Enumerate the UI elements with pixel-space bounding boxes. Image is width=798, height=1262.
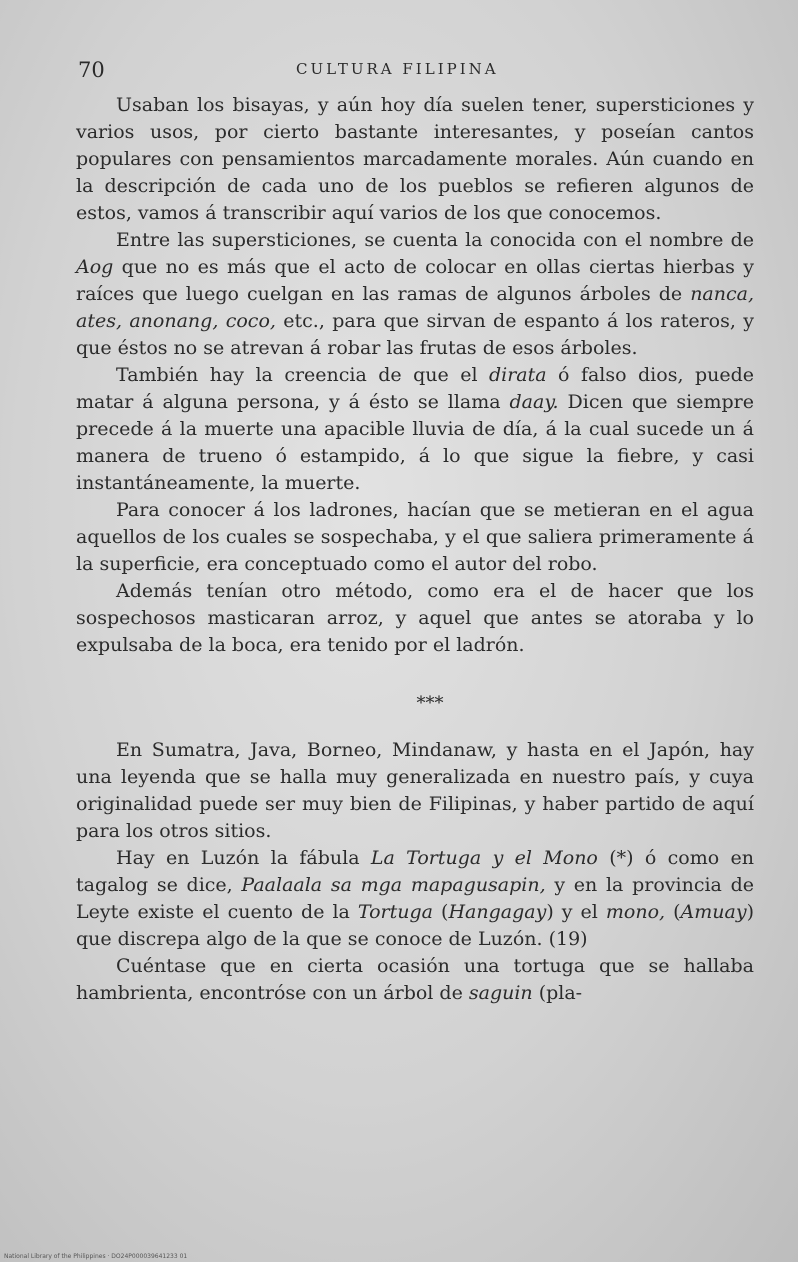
text-run: (*) ó como en tagalog se dice, xyxy=(76,847,754,896)
text-run: Hay en Luzón la fábula xyxy=(116,847,371,869)
text-run: Usaban los bisayas, y aún hoy día suelen tener, supersticiones y varios usos, por cierto bastante interesantes, y poseían cantos populares con pensamientos marcadamente morales. Aún cuando en la descripción de cada uno de los pueblos se refieren algunos de estos, vamos á transcribir aquí varios de los que conocemos. xyxy=(76,94,754,224)
page-number: 70 xyxy=(78,58,105,82)
italic-term: daay. xyxy=(509,391,559,413)
italic-term: mono, xyxy=(605,901,666,923)
paragraph-group-2 xyxy=(76,737,754,1007)
paragraph xyxy=(76,92,754,227)
paragraph xyxy=(76,737,754,845)
italic-term: Amuay xyxy=(680,901,747,923)
italic-term: saguin xyxy=(468,982,533,1004)
paragraph xyxy=(76,578,754,659)
text-run: Además tenían otro método, como era el de hacer que los sospechosos masticaran arroz, y aquel que antes se atoraba y lo expulsaba de la boca, era tenido por el ladrón. xyxy=(76,580,754,656)
text-run: En Sumatra, Java, Borneo, Mindanaw, y hasta en el Japón, hay una leyenda que se halla muy generalizada en nuestro país, y cuya originalidad puede ser muy bien de Filipinas, y haber partido de aquí para los otros sitios. xyxy=(76,739,754,842)
text-run: ó falso dios, puede matar á alguna persona, y á ésto se llama xyxy=(76,364,754,413)
paragraph xyxy=(76,497,754,578)
italic-term: Hangagay xyxy=(448,901,547,923)
italic-term: La Tortuga y el Mono xyxy=(370,847,598,869)
library-footer: National Library of the Philippines · DO24P000039641233 01 xyxy=(4,1253,188,1260)
text-run: Entre las supersticiones, se cuenta la conocida con el nombre de xyxy=(116,229,754,251)
italic-term: Paalaala sa mga mapagusapin, xyxy=(241,874,546,896)
paragraph xyxy=(76,227,754,362)
text-run: ) y el xyxy=(546,901,606,923)
text-run: También hay la creencia de que el xyxy=(116,364,489,386)
italic-term: nanca, ates, anonang, coco, xyxy=(76,283,754,332)
italic-term: Tortuga xyxy=(357,901,434,923)
paragraph xyxy=(76,845,754,953)
text-run: Cuéntase que en cierta ocasión una tortuga que se hallaba hambrienta, encontróse con un árbol de xyxy=(76,955,754,1004)
text-run: que no es más que el acto de colocar en ollas ciertas hierbas y raíces que luego cuelgan en las ramas de algunos árboles de xyxy=(76,256,754,305)
page-header xyxy=(78,58,758,88)
paragraph xyxy=(76,953,754,1007)
running-title: CULTURA FILIPINA xyxy=(296,60,499,78)
text-run: ) que discrepa algo de la que se conoce de Luzón. (19) xyxy=(76,901,754,950)
section-separator: ⁎⁎⁎ xyxy=(416,687,444,708)
paragraph-group-1 xyxy=(76,92,754,659)
text-run: y en la provincia de Leyte existe el cuento de la xyxy=(76,874,754,923)
italic-term: dirata xyxy=(488,364,547,386)
italic-term: Aog xyxy=(76,256,114,278)
text-run: ( xyxy=(665,901,681,923)
paragraph xyxy=(76,362,754,497)
text-run: Dicen que siempre precede á la muerte una apacible lluvia de día, á la cual sucede un á manera de trueno ó estampido, á lo que sigue la fiebre, y casi instantáneamente, la muerte. xyxy=(76,391,754,494)
body-text xyxy=(76,92,754,1007)
text-run: (pla- xyxy=(532,982,583,1004)
text-run: Para conocer á los ladrones, hacían que se metieran en el agua aquellos de los cuales se sospechaba, y el que saliera primeramente á la superficie, era conceptuado como el autor del robo. xyxy=(76,499,754,575)
text-run: etc., para que sirvan de espanto á los rateros, y que éstos no se atrevan á robar las frutas de esos árboles. xyxy=(76,310,754,359)
text-run: ( xyxy=(433,901,449,923)
